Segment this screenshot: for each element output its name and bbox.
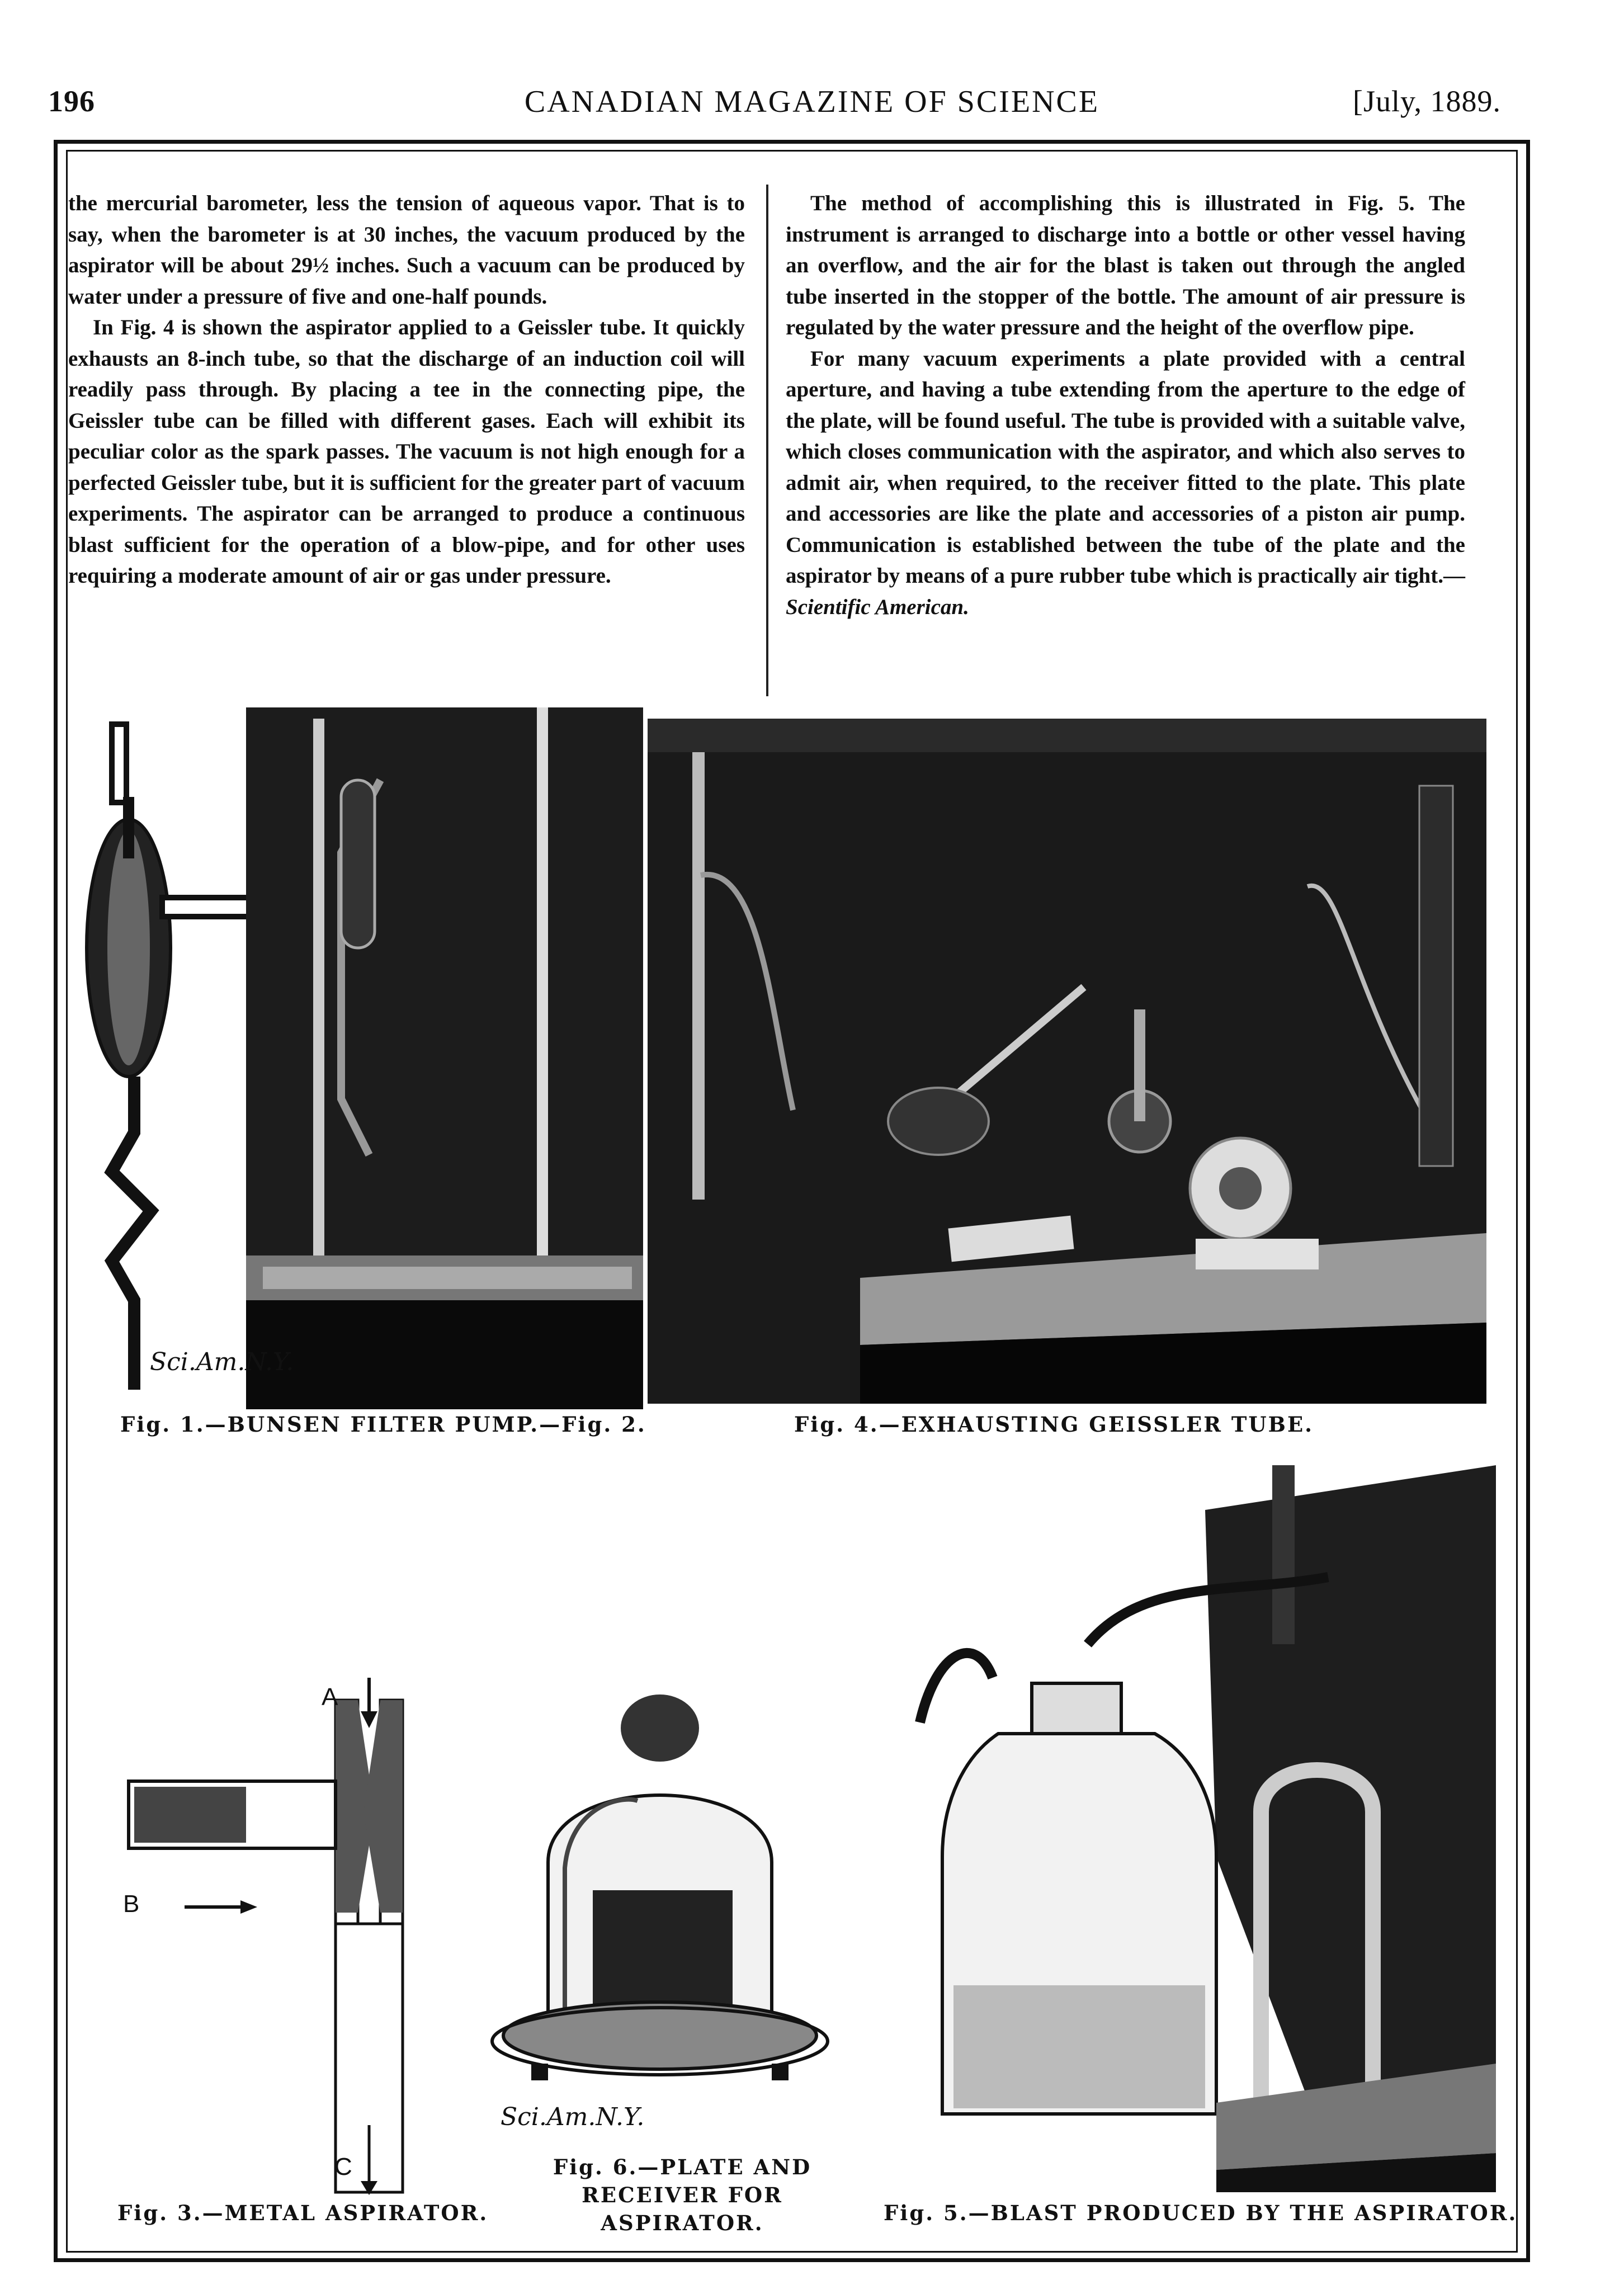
fig6-caption: Fig. 6.—PLATE AND RECEIVER FOR ASPIRATOR. xyxy=(553,2155,812,2235)
fig3-caption: Fig. 3.—METAL ASPIRATOR. xyxy=(117,2201,489,2225)
figure-exhausting-geissler-tube xyxy=(648,719,1486,1404)
column-divider xyxy=(766,185,768,696)
page-number: 196 xyxy=(48,84,95,118)
paragraph: For many vacuum experiments a plate provided with a central aperture, and having a tube extending from the aperture to the edge of the plate, will be found useful. The tube is provided with a suitable valve, which closes communication with the aspirator, and which also serves to admit air, when required, to the receiver fitted to the plate. This plate and accessories are like the plate and accessories of a piston air pump. Communication is established between the tube of the plate and the aspirator by means of a pure rubber tube which is practically air tight.— xyxy=(786,346,1465,588)
figure-blast-aspirator xyxy=(903,1465,1496,2192)
issue-date: [July, 1889. xyxy=(1353,84,1501,118)
article-right-column xyxy=(786,188,1465,622)
fig3-label-a: A xyxy=(322,1683,338,1711)
source-attribution: Scientific American. xyxy=(786,594,969,619)
paragraph: The method of accomplishing this is illustrated in Fig. 5. The instrument is arranged to discharge into a bottle or other vessel having an overflow, and the air for the blast is taken out through the angled tube inserted in the stopper of the bottle. The amount of air pressure is regulated by the water pressure and the height of the overflow pipe. xyxy=(786,191,1465,339)
engraver-mark: Sci.Am.N.Y. xyxy=(150,1348,294,1376)
fig1-2-caption: Fig. 1.—BUNSEN FILTER PUMP.—Fig. 2. xyxy=(120,1412,646,1437)
paragraph: In Fig. 4 is shown the aspirator applied to a Geissler tube. It quickly exhausts an 8-inch tube, so that the discharge of an induction coil will readily pass through. By placing a tee in the connecting pipe, the Geissler tube can be filled with different gases. Each will exhibit its peculiar color as the spark passes. The vacuum is not high enough for a perfected Geissler tube, but it is sufficient for the greater part of vacuum experiments. The aspirator can be arranged to produce a continuous blast sufficient for the operation of a blow-pipe, and for other uses requiring a moderate amount of air or gas under pressure. xyxy=(68,315,745,588)
fig3-label-b: B xyxy=(123,1890,140,1918)
figure-metal-aspirator xyxy=(112,1667,470,2198)
engraver-mark: Sci.Am.N.Y. xyxy=(501,2103,645,2131)
fig4-caption: Fig. 4.—EXHAUSTING GEISSLER TUBE. xyxy=(794,1412,1314,1437)
fig3-label-c: C xyxy=(334,2153,352,2180)
paragraph: the mercurial barometer, less the tension of aqueous vapor. That is to say, when the barometer is at 30 inches, the vacuum produced by the aspirator will be about 29½ inches. Such a vacuum can be produced by water under a pressure of five and one-half pounds. xyxy=(68,191,745,309)
article-left-column xyxy=(68,188,745,592)
figure-plate-and-receiver xyxy=(481,1678,839,2103)
fig5-caption: Fig. 5.—BLAST PRODUCED BY THE ASPIRATOR. xyxy=(884,2201,1518,2225)
journal-title: CANADIAN MAGAZINE OF SCIENCE xyxy=(524,84,1100,119)
figure-bunsen-filter-pump xyxy=(78,707,643,1409)
